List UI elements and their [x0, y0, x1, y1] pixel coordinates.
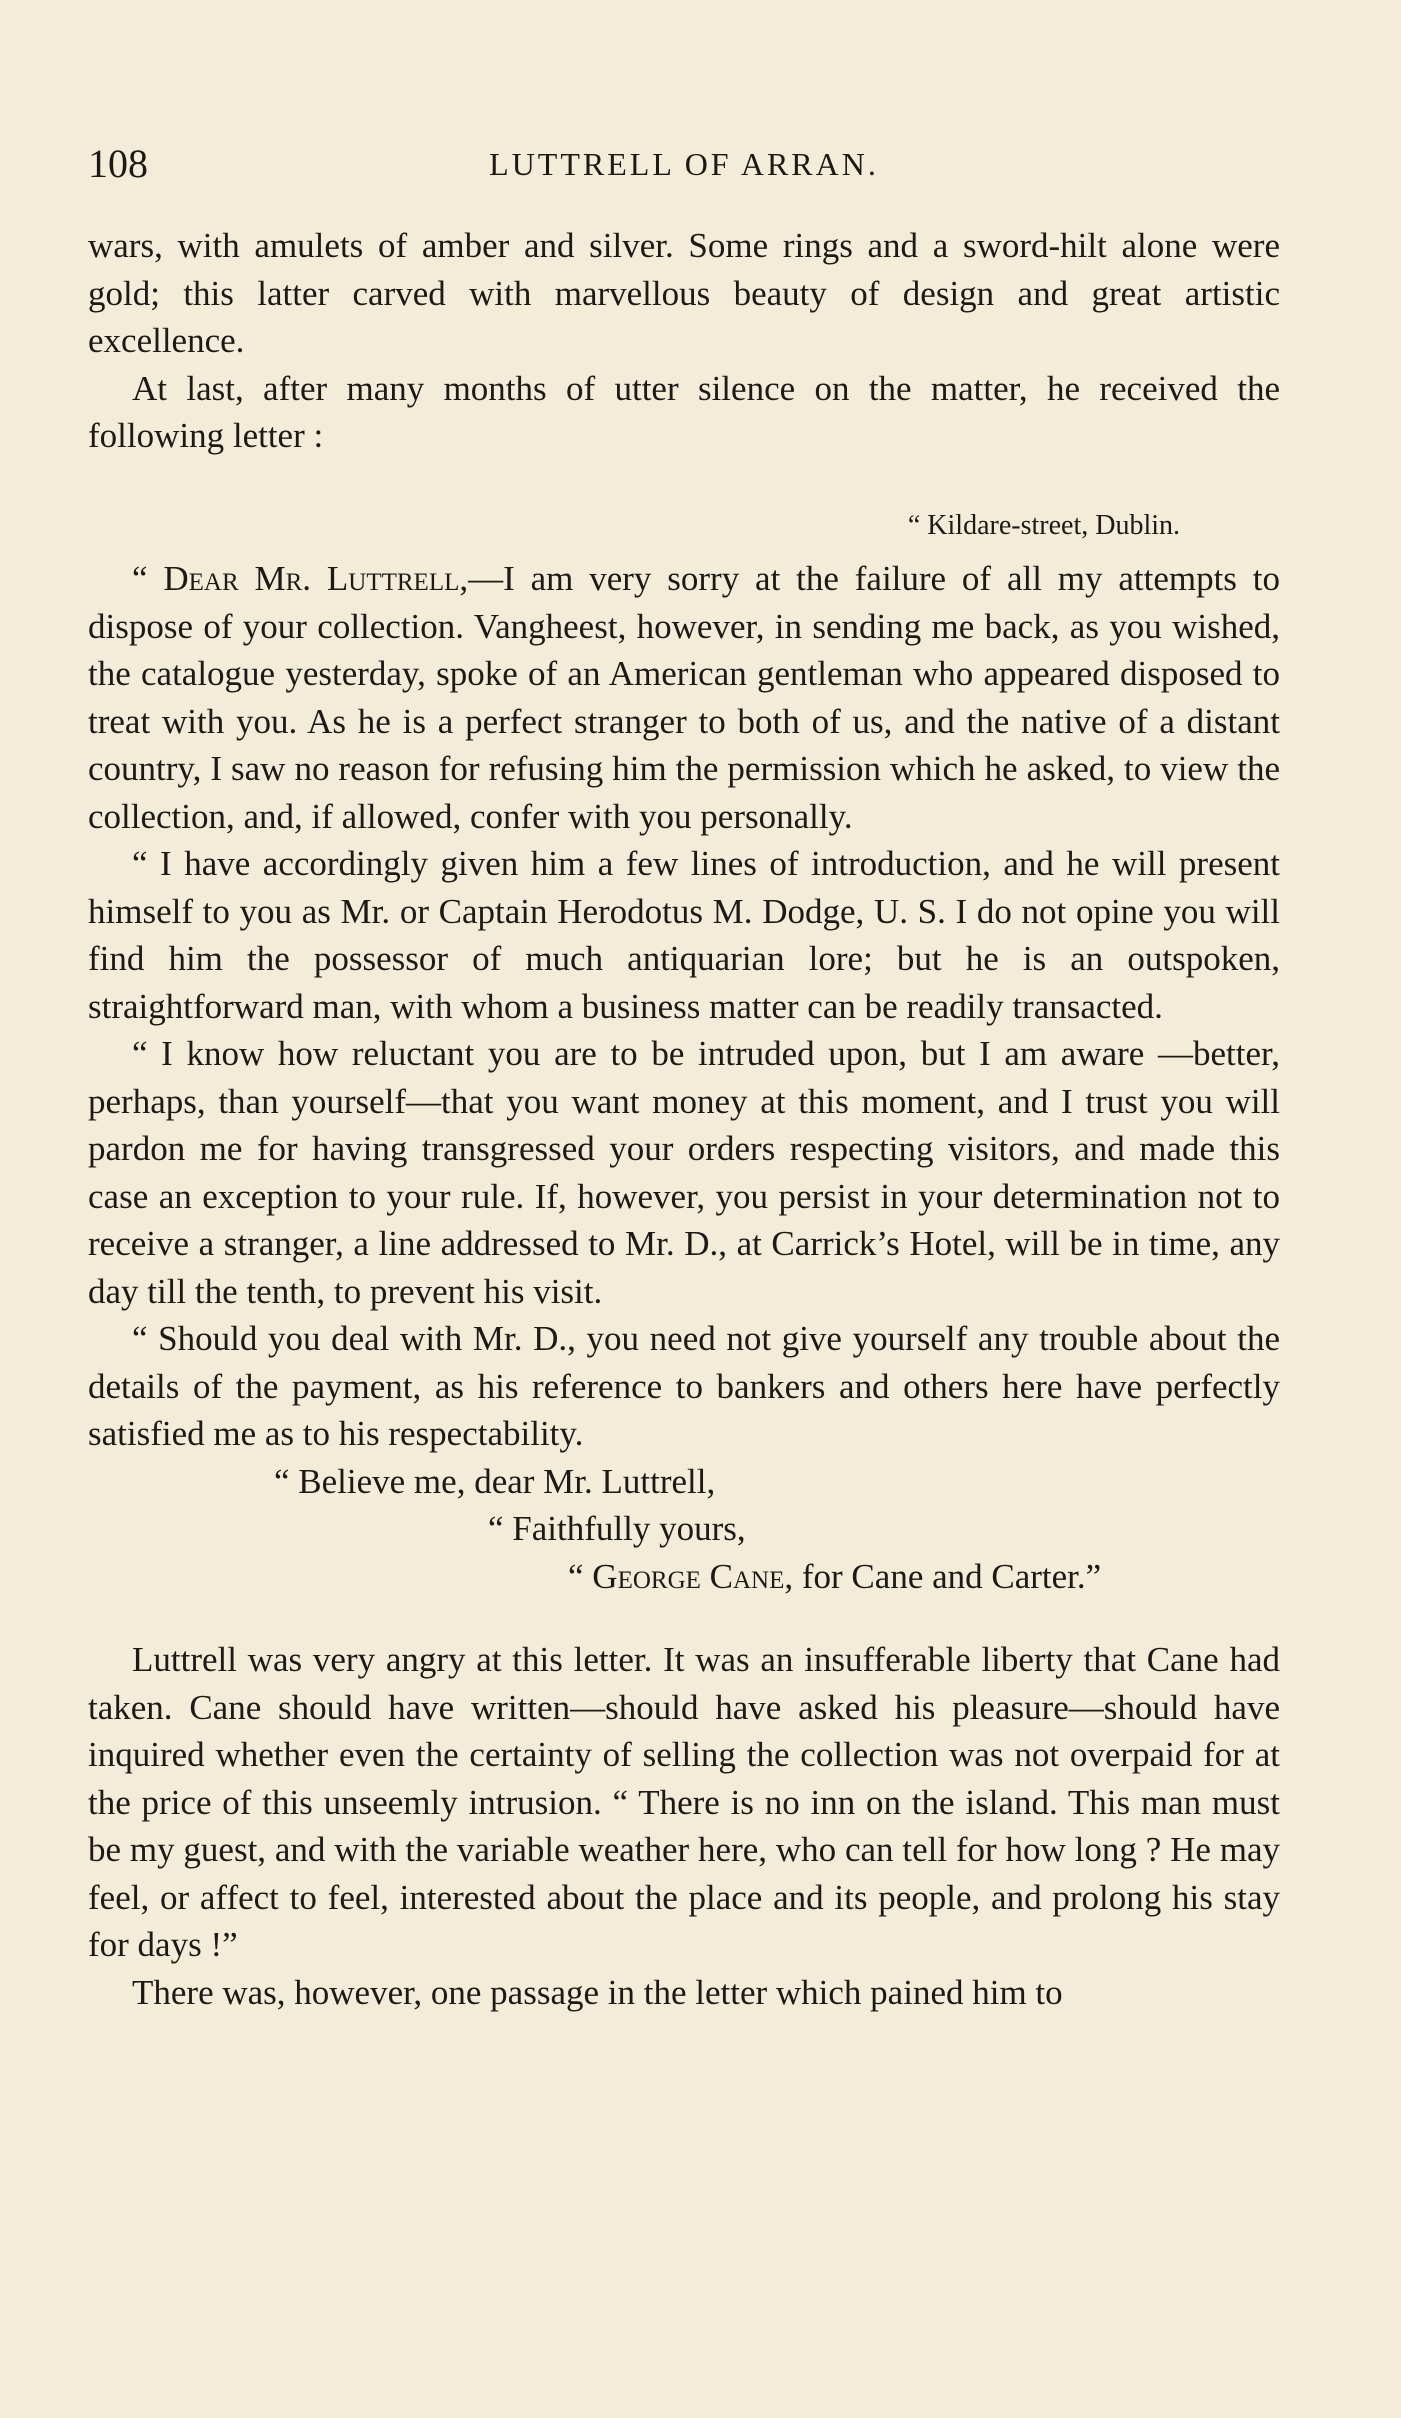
letter-signature: [88, 1553, 1280, 1601]
letter-closing: “ Believe me, dear Mr. Luttrell,: [274, 1461, 716, 1501]
letter-text: —I am very sorry at the failure of all my attempts to dispose of your collection. Vangheest, however, in sending me back, as you wished, the catalogue yesterday, spoke of an American gentleman who appeared disposed to treat with you. As he is a perfect stranger to both of us, and the native of a distant country, I saw no reason for refusing him the permission which he asked, to view the collection, and, if allowed, confer with you personally.: [88, 559, 1280, 836]
letter-paragraph: “ I know how reluctant you are to be intruded upon, but I am aware —better, perhaps, than yourself—that you want money at this moment, and I trust you will pardon me for having transgressed your orders respecting visitors, and made this case an exception to your rule. If, however, you persist in your determination not to receive a stranger, a line addressed to Mr. D., at Carrick’s Hotel, will be in time, any day till the tenth, to prevent his visit.: [88, 1034, 1280, 1311]
signature-rest: , for Cane and Carter.”: [784, 1556, 1102, 1596]
page-header: [88, 140, 1280, 200]
signature-quote: “: [568, 1556, 593, 1596]
section-gap: [88, 1600, 1280, 1636]
letter-closing: “ Faithfully yours,: [488, 1509, 746, 1548]
signature-name: George Cane: [592, 1556, 785, 1596]
paragraph: At last, after many months of utter silence on the matter, he received the following letter :: [88, 368, 1280, 455]
paragraph: Luttrell was very angry at this letter. It was an insufferable liberty that Cane had taken. Cane should have written—should have asked his pleasure—should have inquired whether even the certainty of selling the collection was not overpaid for at the price of this unseemly intrusion. “ There is no inn on the island. This man must be my guest, and with the variable weather here, who can tell for how long ? He may feel, or affect to feel, interested about the place and its people, and prolong his stay for days !”: [88, 1640, 1280, 1964]
letter-salutation: “ Dear Mr. Luttrell,: [132, 559, 469, 598]
letter-paragraph: “ Should you deal with Mr. D., you need not give yourself any trouble about the details of the payment, as his reference to bankers and others here have perfectly satisfied me as to his respectability.: [88, 1319, 1280, 1453]
running-title: LUTTRELL OF ARRAN.: [489, 146, 879, 182]
letter-paragraph: “ I have accordingly given him a few lines of introduction, and he will present himself to you as Mr. or Captain Herodotus M. Dodge, U. S. I do not opine you will find him the possessor of much antiquarian lore; but he is an outspoken, straightforward man, with whom a business matter can be readily transacted.: [88, 844, 1280, 1026]
letter-paragraph: [88, 555, 1280, 840]
body-text: [88, 222, 1280, 2016]
letter-address: “ Kildare-street, Dublin.: [907, 509, 1180, 541]
paragraph: wars, with amulets of amber and silver. Some rings and a sword-hilt alone were gold; this latter carved with marvellous beauty of design and great artistic excellence.: [88, 226, 1280, 360]
page-number: 108: [88, 141, 148, 186]
paragraph: There was, however, one passage in the letter which pained him to: [132, 1972, 1063, 2012]
